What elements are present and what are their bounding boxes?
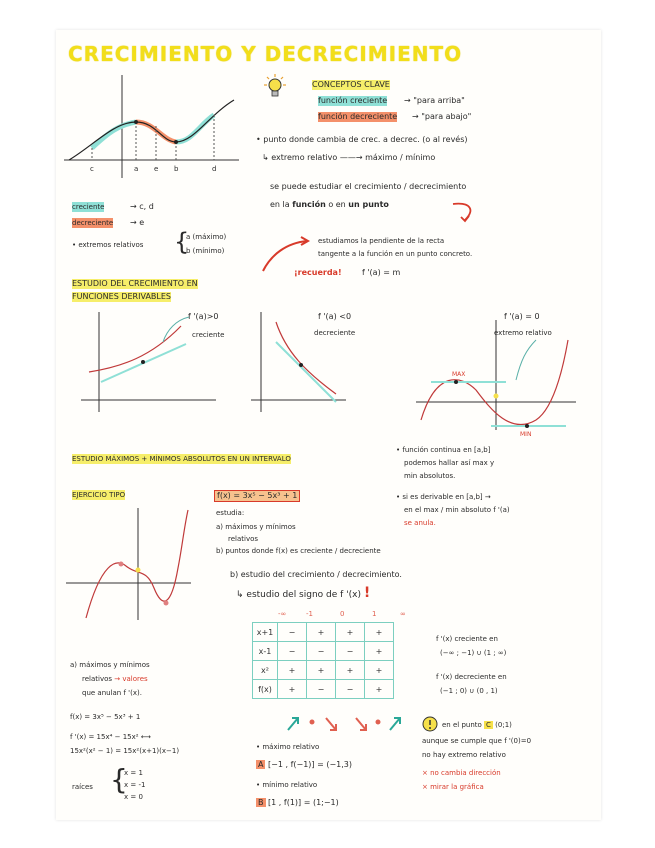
absolutos-l4: • si es derivable en [a,b] → xyxy=(396,493,491,501)
aparte-a2-text: relativos xyxy=(82,675,113,683)
g1-decreciente-label: decreciente xyxy=(72,219,114,227)
table-cell: x+1 xyxy=(253,623,278,642)
res-dec2: (−1 ; 0) ∪ (0 , 1) xyxy=(440,687,498,695)
puntos-A-line xyxy=(256,760,352,770)
table-cell: + xyxy=(365,623,394,642)
aparte-a2 xyxy=(82,674,148,684)
warning-icon xyxy=(422,716,438,732)
ejercicio-estudia: estudia: xyxy=(216,509,245,517)
table-cell: − xyxy=(307,680,336,699)
b-title: b) estudio del crecimiento / decrecimiento. xyxy=(230,570,402,579)
estudiar-en-la: en la xyxy=(270,200,290,209)
g1-creciente-val: → c, d xyxy=(130,202,154,211)
concepto-estudiar-2 xyxy=(270,200,389,210)
aparte-a2-arrow: → valores xyxy=(114,675,148,683)
g1-ext-b: b (mínimo) xyxy=(186,247,225,255)
b-sub xyxy=(236,585,371,601)
derivables-heading-2: FUNCIONES DERIVABLES xyxy=(72,292,171,301)
pendiente-recuerda: ¡recuerda! xyxy=(294,268,342,277)
table-cell: f(x) xyxy=(253,680,278,699)
table-cell: x² xyxy=(253,661,278,680)
concepto-punto-2: ↳ extremo relativo ——→ máximo / mínimo xyxy=(262,153,436,162)
ejercicio-b: b) puntos donde f(x) es creciente / decreciente xyxy=(216,547,381,555)
graph-creciente xyxy=(81,312,221,422)
aparte-brace: { xyxy=(110,763,128,796)
table-cell: − xyxy=(336,642,365,661)
tabla-top-4: ∞ xyxy=(400,610,406,618)
g-creciente-label: creciente xyxy=(192,331,225,339)
lightbulb-icon xyxy=(261,73,289,103)
aparte-fact: 15x²(x² − 1) = 15x²(x+1)(x−1) xyxy=(70,747,180,755)
table-cell: − xyxy=(278,642,307,661)
table-cell: + xyxy=(278,680,307,699)
puntos-min-label: • mínimo relativo xyxy=(256,781,318,789)
g1-label-b: b xyxy=(174,165,179,173)
table-cell: + xyxy=(336,661,365,680)
table-cell: + xyxy=(336,623,365,642)
aparte-fp: f '(x) = 15x⁴ − 15x² ⟷ xyxy=(70,733,151,741)
table-row xyxy=(253,680,394,699)
g-extremo-max: MAX xyxy=(452,371,466,378)
tabla-top-0: -∞ xyxy=(278,610,287,618)
absolutos-l5: en el max / min absoluto f '(a) xyxy=(404,506,510,514)
g1-label-e: e xyxy=(154,165,159,173)
puntos-A-badge: A xyxy=(258,760,264,769)
g1-decreciente-val: → e xyxy=(130,218,145,227)
g1-extremos: • extremos relativos xyxy=(72,241,144,249)
puntos-A-val: [−1 , f(−1)] = (−1,3) xyxy=(268,760,353,769)
puntos-C-val: (0;1) xyxy=(495,721,512,729)
g1-ext-a: a (máximo) xyxy=(186,233,227,241)
table-row xyxy=(253,642,394,661)
absolutos-l6: se anula. xyxy=(404,519,436,527)
sign-table xyxy=(252,622,394,699)
estudiar-punto: un punto xyxy=(348,200,389,209)
table-cell: + xyxy=(278,661,307,680)
notes-page xyxy=(56,30,601,820)
concepto-estudiar-1: se puede estudiar el crecimiento / decrecimiento xyxy=(270,182,467,191)
tabla-top-1: -1 xyxy=(306,610,313,618)
table-cell: x-1 xyxy=(253,642,278,661)
aparte-a1: a) máximos y mínimos xyxy=(70,661,150,669)
aparte-r1: x = 1 xyxy=(124,769,143,777)
puntos-B-line xyxy=(256,798,339,808)
b-sub-excl: ! xyxy=(363,585,371,601)
page-title: CRECIMIENTO Y DECRECIMIENTO xyxy=(68,42,463,66)
aparte-r2: x = -1 xyxy=(124,781,146,789)
pendiente-line1: estudiamos la pendiente de la recta xyxy=(318,237,445,245)
conceptos-heading: CONCEPTOS CLAVE xyxy=(312,80,390,89)
puntos-B-badge: B xyxy=(258,798,264,807)
table-cell: − xyxy=(336,680,365,699)
graph-ejercicio xyxy=(66,508,206,623)
concepto-decreciente-note: → "para abajo" xyxy=(412,112,472,121)
ejercicio-funcion: f(x) = 3x⁵ − 5x³ + 1 xyxy=(214,490,300,502)
table-cell: + xyxy=(307,661,336,680)
estudiar-o-en: o en xyxy=(328,200,346,209)
red-curve-arrow xyxy=(451,200,481,225)
absolutos-l2: podemos hallar así max y xyxy=(404,459,495,467)
g1-label-c: c xyxy=(90,165,94,173)
derivables-heading-1: ESTUDIO DEL CRECIMIENTO EN xyxy=(72,279,198,288)
aparte-f: f(x) = 3x⁵ − 5x³ + 1 xyxy=(70,713,141,721)
table-cell: + xyxy=(365,680,394,699)
table-cell: − xyxy=(307,642,336,661)
g1-label-a: a xyxy=(134,165,139,173)
ejercicio-a1: a) máximos y mínimos xyxy=(216,523,296,531)
g-extremo-min: MIN xyxy=(520,431,532,438)
table-row xyxy=(253,661,394,680)
puntos-warn1-text: en el punto xyxy=(442,721,482,729)
res-dec1: f '(x) decreciente en xyxy=(436,673,507,681)
table-row xyxy=(253,623,394,642)
concepto-creciente: función creciente xyxy=(318,96,388,105)
puntos-B-val: [1 , f(1)] = (1;−1) xyxy=(268,798,339,807)
puntos-warn1 xyxy=(442,720,512,730)
g1-creciente-label: creciente xyxy=(72,203,105,211)
tabla-top-2: 0 xyxy=(340,610,345,618)
g-decreciente-label: decreciente xyxy=(314,329,356,337)
puntos-C-badge: C xyxy=(486,721,491,729)
table-cell: + xyxy=(365,642,394,661)
res-crec2: (−∞ ; −1) ∪ (1 ; ∞) xyxy=(440,649,507,657)
puntos-warn4: × no cambia dirección xyxy=(422,769,501,777)
puntos-warn3: no hay extremo relativo xyxy=(422,751,506,759)
pendiente-line2: tangente a la función en un punto concreto. xyxy=(318,250,473,258)
ejercicio-a2: relativos xyxy=(228,535,259,543)
aparte-r3: x = 0 xyxy=(124,793,143,801)
table-arrows xyxy=(278,714,428,734)
g1-brace: { xyxy=(174,228,190,256)
g-extremo-cond: f '(a) = 0 xyxy=(504,312,540,321)
g1-label-d: d xyxy=(212,165,217,173)
ejercicio-heading: EJERCICIO TIPO xyxy=(72,491,126,499)
puntos-warn5: × mirar la gráfica xyxy=(422,783,484,791)
concepto-punto-1: • punto donde cambia de crec. a decrec. (o al revés) xyxy=(256,135,468,144)
table-cell: + xyxy=(307,623,336,642)
estudiar-funcion: función xyxy=(292,200,326,209)
puntos-warn2: aunque se cumple que f '(0)=0 xyxy=(422,737,532,745)
puntos-max-label xyxy=(256,742,319,752)
absolutos-l3: min absolutos. xyxy=(404,472,456,480)
g-creciente-cond: f '(a)>0 xyxy=(188,312,219,321)
puntos-max-text: • máximo relativo xyxy=(256,743,320,751)
table-cell: + xyxy=(365,661,394,680)
concepto-decreciente: función decreciente xyxy=(318,112,398,121)
pendiente-formula: f '(a) = m xyxy=(362,268,401,277)
absolutos-heading: ESTUDIO MÁXIMOS + MÍNIMOS ABSOLUTOS EN UN INTERVALO xyxy=(72,455,291,463)
aparte-raices: raíces xyxy=(72,783,93,791)
b-sub-text: ↳ estudio del signo de f '(x) xyxy=(236,590,361,600)
res-crec1: f '(x) creciente en xyxy=(436,635,498,643)
tabla-top-3: 1 xyxy=(372,610,377,618)
absolutos-l1: • función continua en [a,b] xyxy=(396,446,491,454)
concepto-creciente-note: → "para arriba" xyxy=(404,96,465,105)
aparte-a3: que anulan f '(x). xyxy=(82,689,142,697)
g-extremo-label: extremo relativo xyxy=(494,329,552,337)
graph-extremo xyxy=(416,320,576,440)
g-decreciente-cond: f '(a) <0 xyxy=(318,312,352,321)
table-cell: − xyxy=(278,623,307,642)
